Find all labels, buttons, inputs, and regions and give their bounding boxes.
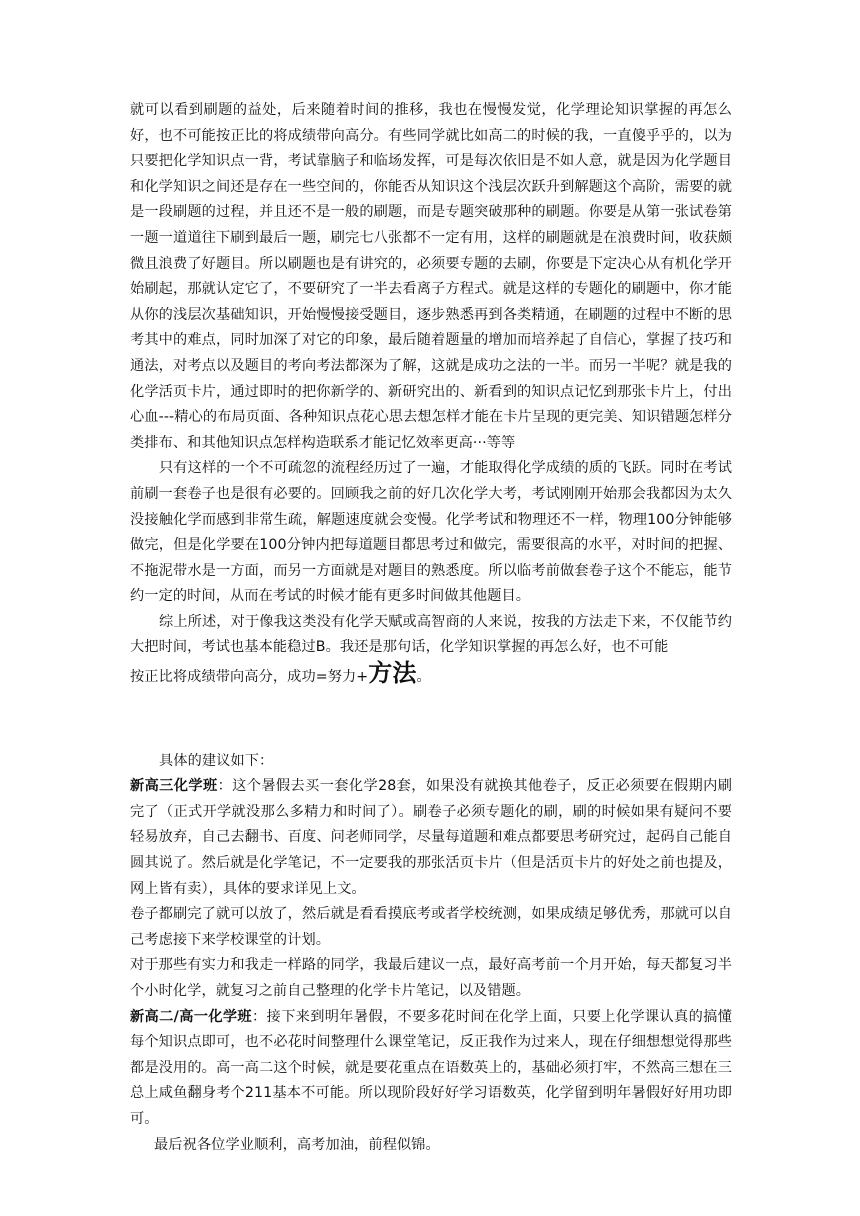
paragraph-conclusion-end xyxy=(130,661,732,691)
paragraph-conclusion xyxy=(130,610,732,661)
conclusion-period: 。 xyxy=(416,669,431,686)
advice-senior3 xyxy=(130,774,732,902)
closing-wishes: 最后祝各位学业顺利，高考加油，前程似锦。 xyxy=(154,1136,440,1153)
senior3-text: ：这个暑假去买一套化学28套，如果没有就换其他卷子，反正必须要在假期内刷完了（正式开学就没那么多精力和时间了）。刷卷子必须专题化的刷，刷的时候如果有疑问不要轻易放弃，自己去翻书、百度、问老师同学，尽量每道题和难点都要思考研究过，起码自己能自圆其说了。然后就是化学笔记，不一定要我的那张活页卡片（但是活页卡片的好处之前也提及，网上皆有卖），具体的要求详见上文。 xyxy=(130,778,732,897)
paragraph-brushing-method: 就可以看到刷题的益处，后来随着时间的推移，我也在慢慢发觉，化学理论知识掌握的再怎么好，也不可能按正比的将成绩带向高分。有些同学就比如高二的时候的我，一直傻乎乎的，以为只要把化学知识点一背，考试靠脑子和临场发挥，可是每次依旧是不如人意，就是因为化学题目和化学知识之间还是存在一些空间的，你能否从知识这个浅层次跃升到解题这个高阶，需要的就是一段刷题的过程，并且还不是一般的刷题，而是专题突破那种的刷题。你要是从第一张试卷第一题一道道往下刷到最后一题，刷完七八张都不一定有用，这样的刷题就是在浪费时间，收获颇微且浪费了好题目。所以刷题也是有讲究的，必须要专题的去刷，你要是下定决心从有机化学开始刷起，那就认定它了，不要研究了一半去看离子方程式。就是这样的专题化的刷题中，你才能从你的浅层次基础知识，开始慢慢接受题目，逐步熟悉再到各类精通，在刷题的过程中不断的思考其中的难点，同时加深了对它的印象，最后随着题量的增加而培养起了自信心，掌握了技巧和通法，对考点以及题目的考向考法都深为了解，这就是成功之法的一半。而另一半呢？就是我的化学活页卡片，通过即时的把你新学的、新研究出的、新看到的知识点记忆到那张卡片上，付出心血---精心的布局页面、各种知识点花心思去想怎样才能在卡片呈现的更完美、知识错题怎样分类排布、和其他知识点怎样构造联系才能记忆效率更高···等等 xyxy=(130,102,732,451)
advice-senior3-followup: 卷子都刷完了就可以放了，然后就是看看摸底考或者学校统测，如果成绩足够优秀，那就可以自己考虑接下来学校课堂的计划。 xyxy=(130,906,732,948)
advice-senior3-final: 对于那些有实力和我走一样路的同学，我最后建议一点，最好高考前一个月开始，每天都复习半个小时化学，就复习之前自己整理的化学卡片笔记，以及错题。 xyxy=(130,957,732,999)
advice-intro: 具体的建议如下： xyxy=(159,752,274,769)
paragraph-exam-practice: 只有这样的一个不可疏忽的流程经历过了一遍，才能取得化学成绩的质的飞跃。同时在考试前刷一套卷子也是很有必要的。回顾我之前的好几次化学大考，考试刚刚开始那会我都因为太久没接触化学而感到非常生疏，解题速度就会变慢。化学考试和物理还不一样，物理100分钟能够做完，但是化学要在100分钟内把每道题目都思考过和做完，需要很高的水平，对时间的把握、不拖泥带水是一方面，而另一方面就是对题目的熟悉度。所以临考前做套卷子这个不能忘，能节约一定的时间，从而在考试的时候才能有更多时间做其他题目。 xyxy=(130,460,732,605)
advice-senior2 xyxy=(130,1005,732,1133)
conclusion-text-a: 综上所述，对于像我这类没有化学天赋或高智商的人来说，按我的方法走下来，不仅能节约大把时间，考试也基本能稳过B。我还是那句话，化学知识掌握的再怎么好，也不可能 xyxy=(130,613,732,656)
section-spacer xyxy=(130,691,732,749)
conclusion-text-b: 按正比将成绩带向高分，成功=努力+ xyxy=(130,669,369,686)
senior2-text: ：接下来到明年暑假，不要多花时间在化学上面，只要上化学课认真的搞懂每个知识点即可，也不必花时间整理什么课堂笔记，反正我作为过来人，现在仔细想想觉得那些都是没用的。高一高二这个时候，就是要花重点在语数英上的，基础必须打牢，不然高三想在三总上咸鱼翻身考个211基本不可能。所以现阶段好好学习语数英，化学留到明年暑假好好用功即可。 xyxy=(130,1008,732,1127)
document-body xyxy=(130,98,732,1158)
conclusion-emphasis: 方法 xyxy=(368,659,417,688)
senior2-label: 新高二/高一化学班 xyxy=(130,1008,252,1025)
senior3-label: 新高三化学班 xyxy=(130,778,218,795)
